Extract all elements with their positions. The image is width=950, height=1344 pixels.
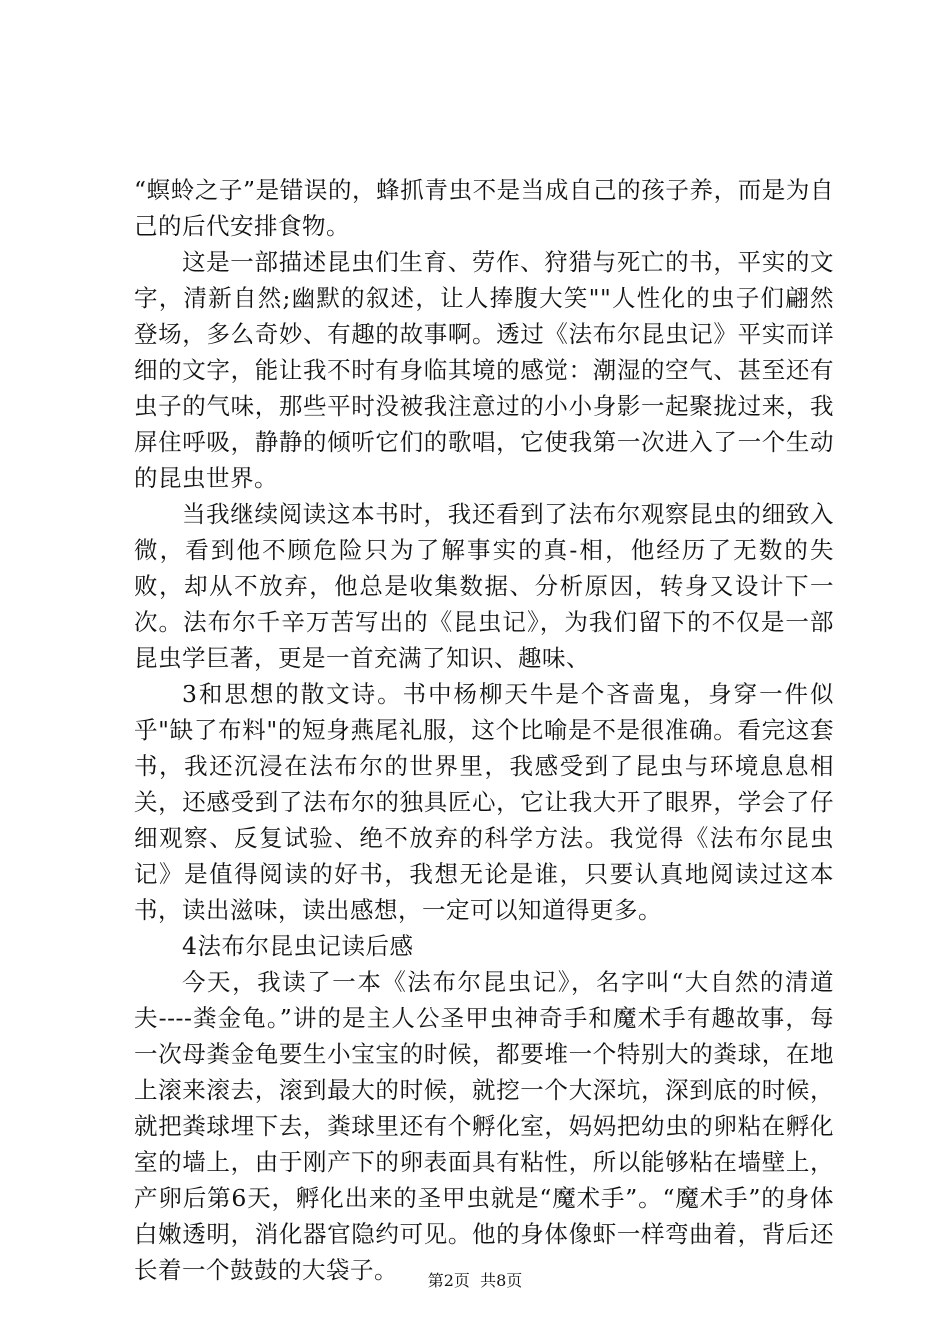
paragraph-5: 今天，我读了一本《法布尔昆虫记》，名字叫“大自然的清道夫----粪金龟。”讲的是主人公圣甲虫神奇手和魔术手有趣故事，每一次母粪金龟要生小宝宝的时候，都要堆一个特别大的粪球，在地上滚来滚去，滚到最大的时候，就挖一个大深坑，深到底的时候，就把粪球埋下去，粪球里还有个孵化室，妈妈把幼虫的卵粘在孵化室的墙上，由于刚产下的卵表面具有粘性，所以能够粘在墙壁上，产卵后第6天，孵化出来的圣甲虫就是“魔术手”。“魔术手”的身体白嫩透明，消化器官隐约可见。他的身体像虾一样弯曲着，背后还长着一个鼓鼓的大袋子。	[134, 968, 834, 1284]
section-heading: 4法布尔昆虫记读后感	[182, 932, 414, 960]
paragraph-3: 当我继续阅读这本书时，我还看到了法布尔观察昆虫的细致入微，看到他不顾危险只为了解事实的真-相，他经历了无数的失败，却从不放弃，他总是收集数据、分析原因，转身又设计下一次。法布尔千辛万苦写出的《昆虫记》，为我们留下的不仅是一部昆虫学巨著，更是一首充满了知识、趣味、	[134, 500, 834, 672]
document-body	[134, 172, 834, 1288]
paragraph-1: “螟蛉之子”是错误的，蜂抓青虫不是当成自己的孩子养，而是为自己的后代安排食物。	[134, 176, 834, 240]
page-footer	[0, 1268, 950, 1291]
paragraph-4: 3和思想的散文诗。书中杨柳天牛是个吝啬鬼，身穿一件似乎"缺了布料"的短身燕尾礼服，这个比喻是不是很准确。看完这套书，我还沉浸在法布尔的世界里，我感受到了昆虫与环境息息相关，还感受到了法布尔的独具匠心，它让我大开了眼界，学会了仔细观察、反复试验、绝不放弃的科学方法。我觉得《法布尔昆虫记》是值得阅读的好书，我想无论是谁，只要认真地阅读过这本书，读出滋味，读出感想，一定可以知道得更多。	[134, 680, 834, 924]
page-number: 第2页 共8页	[427, 1271, 523, 1290]
paragraph-2: 这是一部描述昆虫们生育、劳作、狩猎与死亡的书，平实的文字，清新自然;幽默的叙述，让人捧腹大笑""人性化的虫子们翩然登场，多么奇妙、有趣的故事啊。透过《法布尔昆虫记》平实而详细的文字，能让我不时有身临其境的感觉：潮湿的空气、甚至还有虫子的气味，那些平时没被我注意过的小小身影一起聚拢过来，我屏住呼吸，静静的倾听它们的歌唱，它使我第一次进入了一个生动的昆虫世界。	[134, 248, 834, 492]
